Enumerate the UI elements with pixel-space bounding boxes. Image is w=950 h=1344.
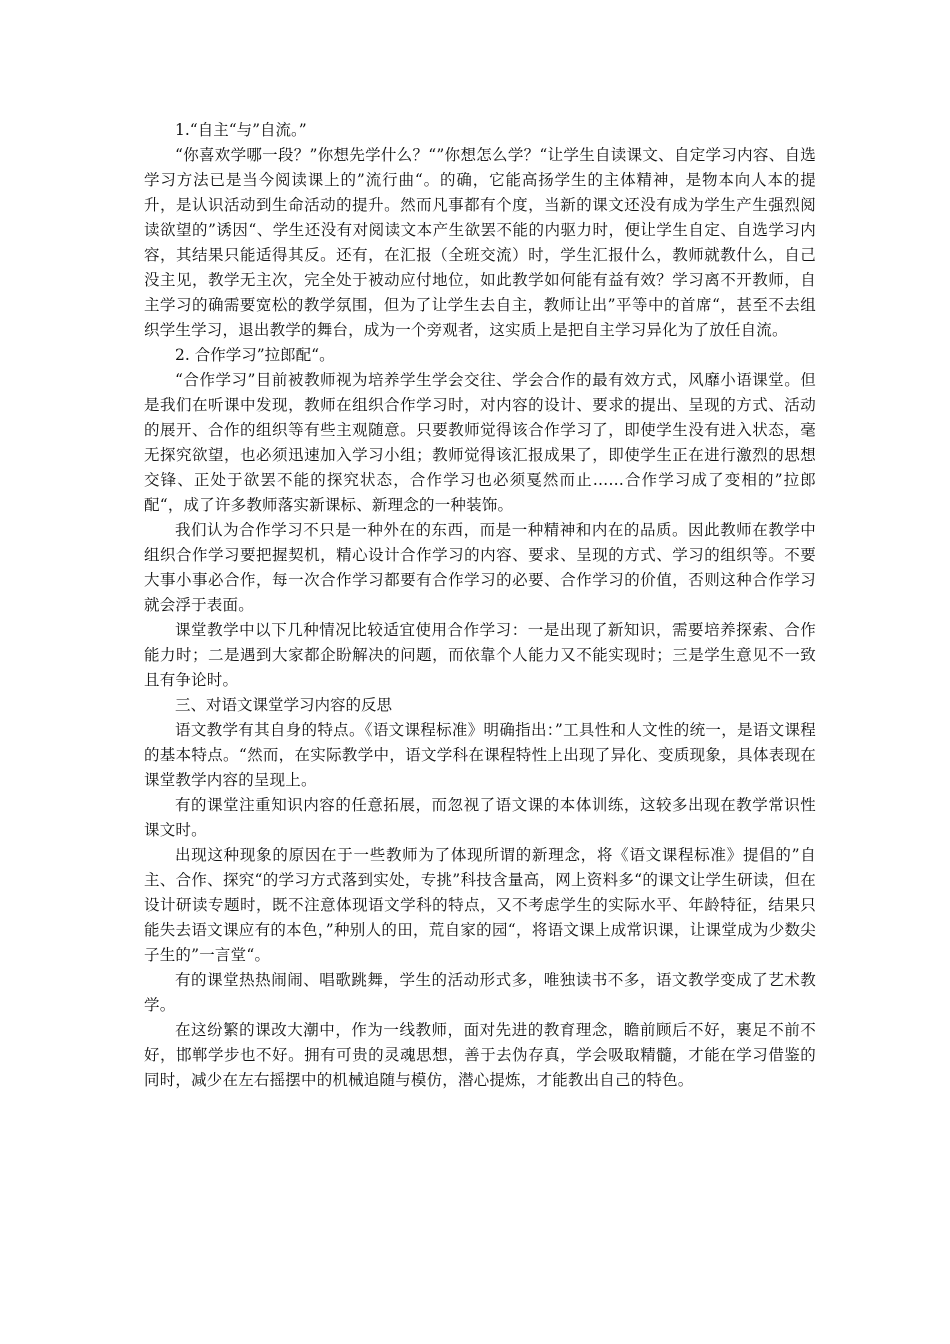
section-heading-cooperation: 2. 合作学习”拉郎配“。 — [175, 346, 335, 364]
paragraph-cooperation-situations: 课堂教学中以下几种情况比较适宜使用合作学习：一是出现了新知识，需要培养探索、合作能力时；二是遇到大家都企盼解决的问题，而依靠个人能力又不能实现时；三是学生意见不一致且有争论时。 — [144, 621, 816, 689]
paragraph-autonomy: “你喜欢学哪一段？”你想先学什么？“”你想怎么学？“让学生自读课文、自定学习内容、自选学习方法已是当今阅读课上的”流行曲“。的确，它能高扬学生的主体精神，是物本向人本的提升，是认识活动到生命活动的提升。然而凡事都有个度，当新的课文还没有成为学生产生强烈阅读欲望的”诱因“、学生还没有对阅读文本产生欲罢不能的内驱力时，便让学生自定、自选学习内容，其结果只能适得其反。还有，在汇报（全班交流）时，学生汇报什么，教师就教什么，自己没主见，教学无主次，完全处于被动应付地位，如此教学如何能有益有效？学习离不开教师，自主学习的确需要宽松的教学氛围，但为了让学生去自主，教师让出”平等中的首席“，甚至不去组织学生学习，退出教学的舞台，成为一个旁观者，这实质上是把自主学习异化为了放任自流。 — [144, 146, 816, 339]
paragraph-cooperation-quality: 我们认为合作学习不只是一种外在的东西，而是一种精神和内在的品质。因此教师在教学中组织合作学习要把握契机，精心设计合作学习的内容、要求、呈现的方式、学习的组织等。不要大事小事必合作，每一次合作学习都要有合作学习的必要、合作学习的价值，否则这种合作学习就会浮于表面。 — [144, 521, 816, 614]
document-body — [144, 118, 816, 1093]
paragraph-causes: 出现这种现象的原因在于一些教师为了体现所谓的新理念，将《语文课程标准》提倡的”自主、合作、探究“的学习方式落到实处，专挑”科技含量高，网上资料多“的课文让学生研读，但在设计研读专题时，既不注意体现语文学科的特点，又不考虑学生的实际水平、年龄特征，结果只能失去语文课应有的本色，”种别人的田，荒自家的园“，将语文课上成常识课，让课堂成为少数尖子生的”一言堂“。 — [144, 846, 816, 964]
paragraph-lively-classroom: 有的课堂热热闹闹、唱歌跳舞，学生的活动形式多，唯独读书不多，语文教学变成了艺术教学。 — [144, 971, 816, 1014]
section-heading-content-reflection: 三、对语文课堂学习内容的反思 — [175, 696, 393, 714]
paragraph-curriculum-standard: 语文教学有其自身的特点。《语文课程标准》明确指出：”工具性和人文性的统一，是语文课程的基本特点。“然而，在实际教学中，语文学科在课程特性上出现了异化、变质现象，具体表现在课堂教学内容的呈现上。 — [144, 721, 816, 789]
section-heading-autonomy: 1.“自主“与”自流。” — [175, 121, 307, 139]
paragraph-knowledge-expansion: 有的课堂注重知识内容的任意拓展，而忽视了语文课的本体训练，这较多出现在教学常识性课文时。 — [144, 796, 816, 839]
paragraph-conclusion: 在这纷繁的课改大潮中，作为一线教师，面对先进的教育理念，瞻前顾后不好，裹足不前不好，邯郸学步也不好。拥有可贵的灵魂思想，善于去伪存真，学会吸取精髓，才能在学习借鉴的同时，减少在左右摇摆中的机械追随与模仿，潜心提炼，才能教出自己的特色。 — [144, 1021, 816, 1089]
paragraph-cooperation-problem: “合作学习”目前被教师视为培养学生学会交往、学会合作的最有效方式，风靡小语课堂。但是我们在听课中发现，教师在组织合作学习时，对内容的设计、要求的提出、呈现的方式、活动的展开、合作的组织等有些主观随意。只要教师觉得该合作学习了，即使学生没有进入状态，毫无探究欲望，也必须迅速加入学习小组；教师觉得该汇报成果了，即使学生正在进行激烈的思想交锋、正处于欲罢不能的探究状态，合作学习也必须戛然而止……合作学习成了变相的”拉郎配“，成了许多教师落实新课标、新理念的一种装饰。 — [144, 371, 816, 514]
